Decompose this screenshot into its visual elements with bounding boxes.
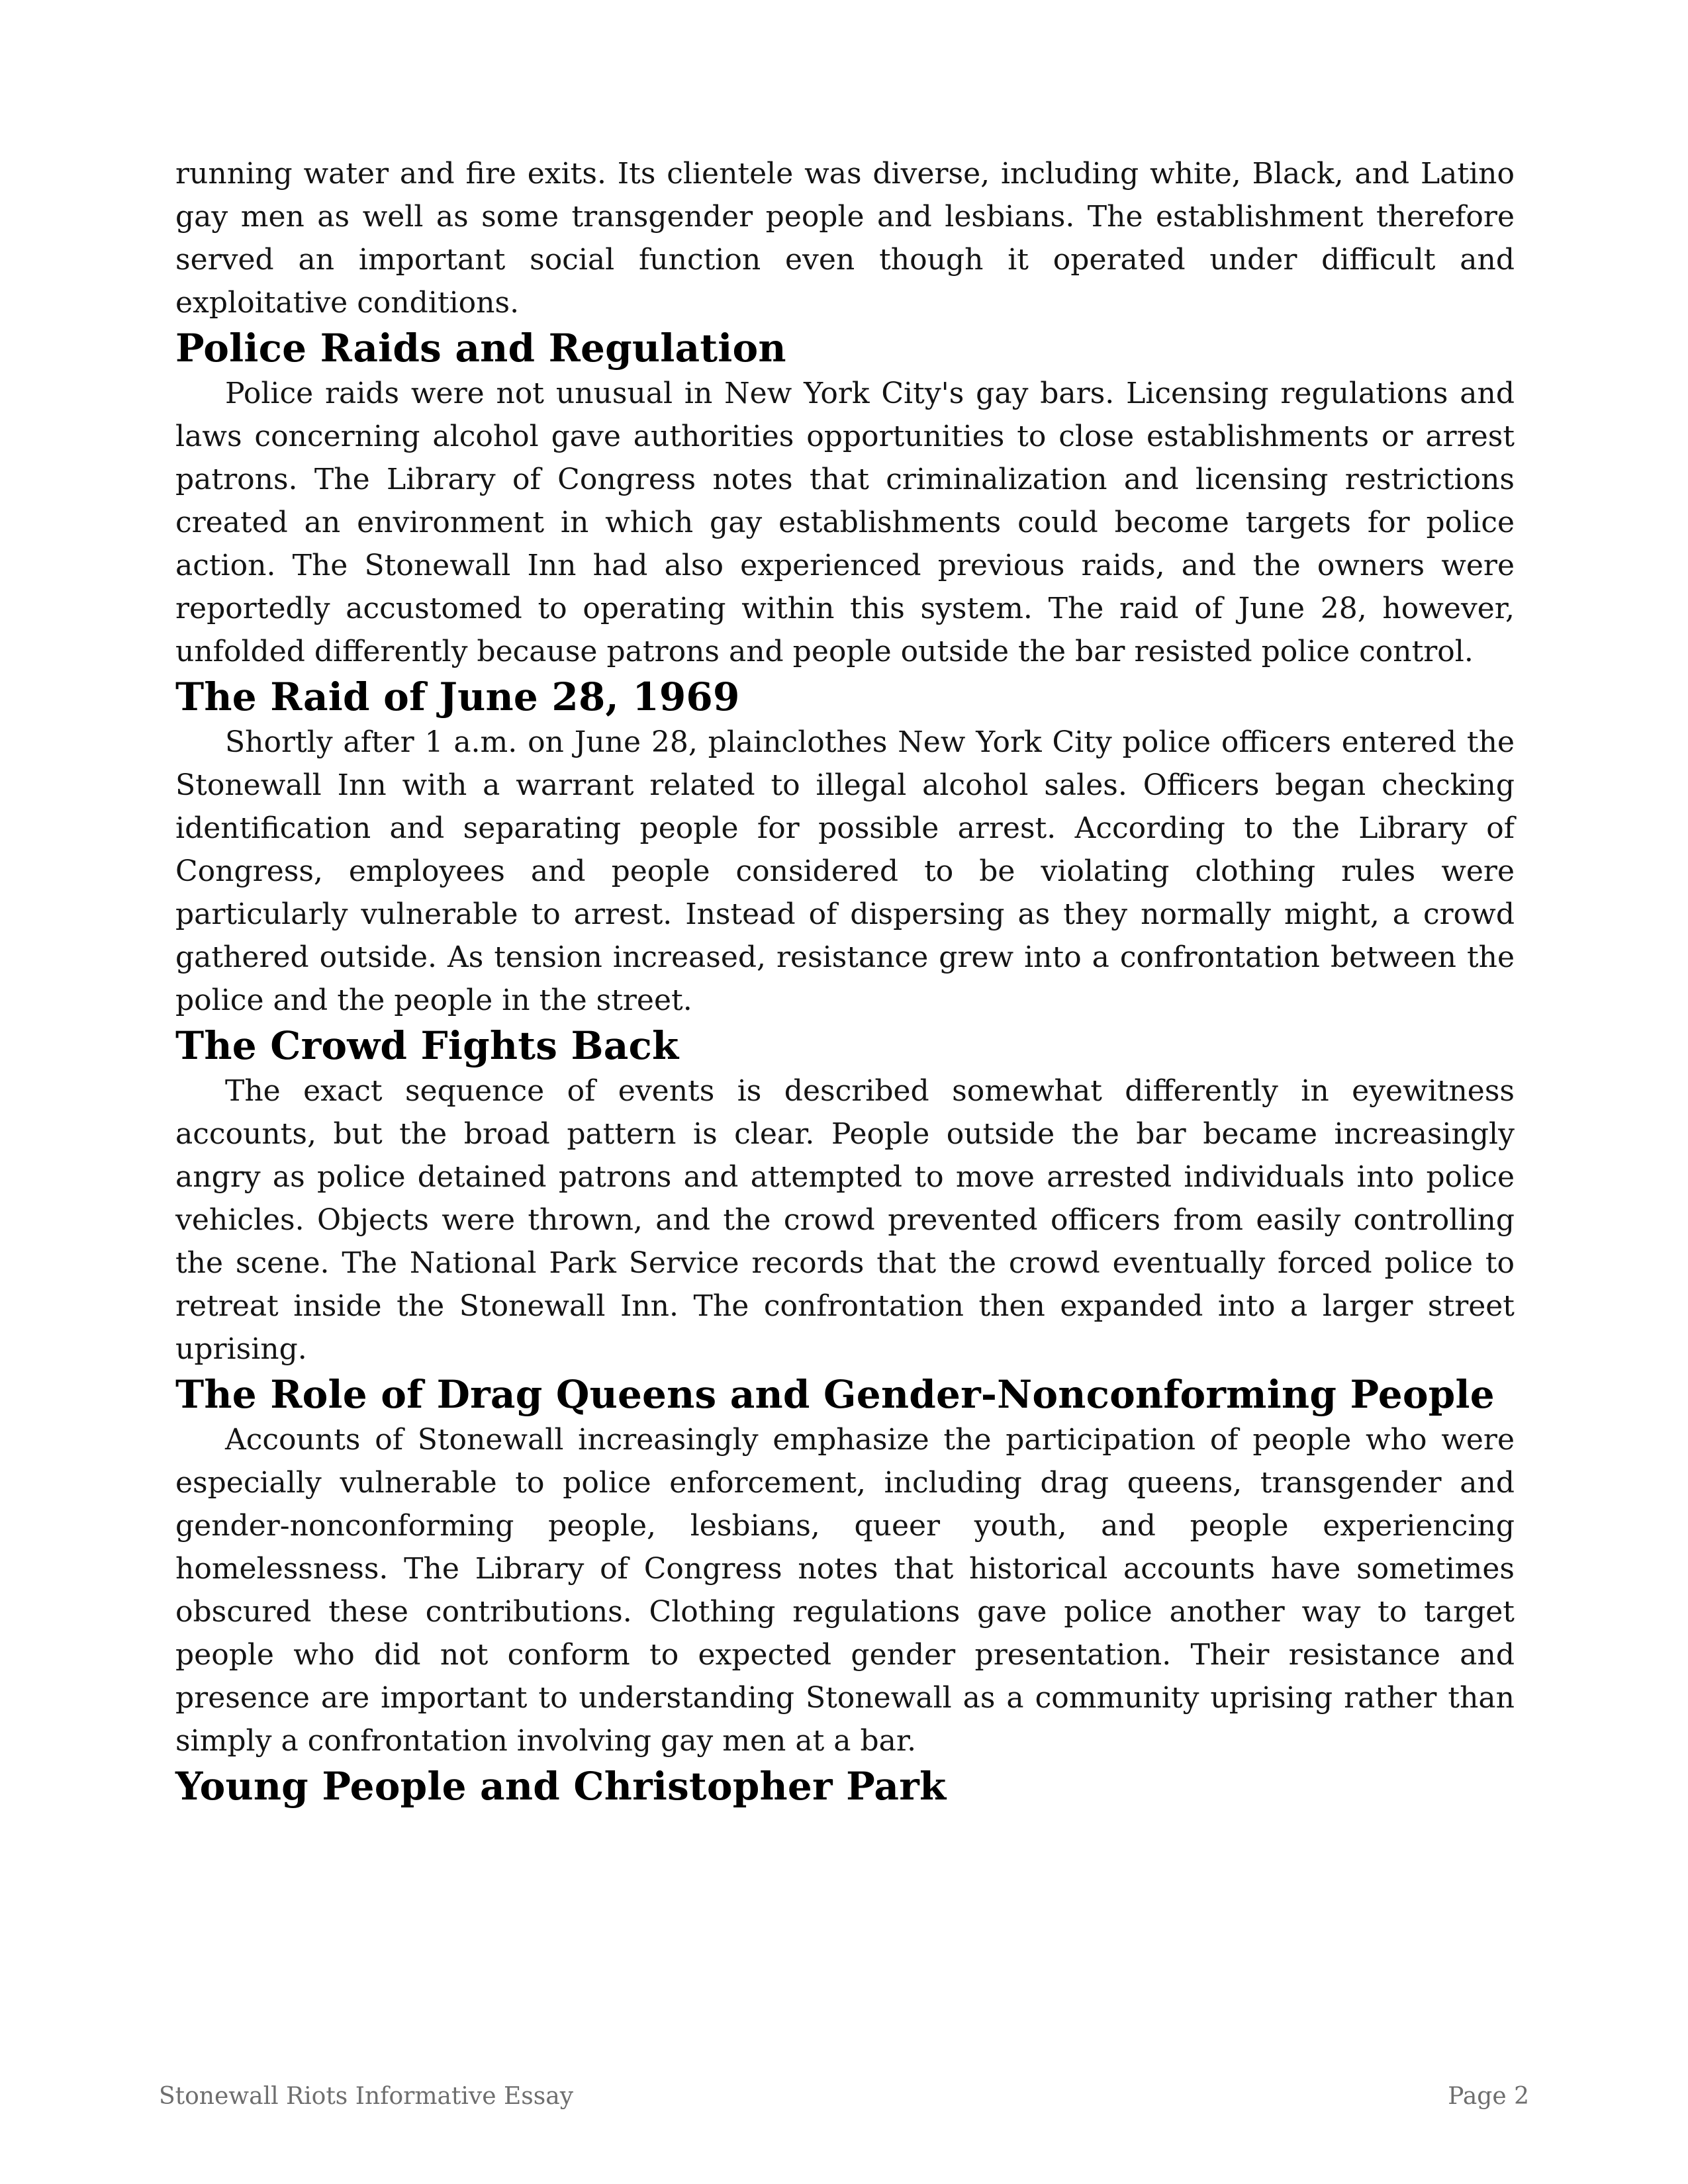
paragraph-police-raids: Police raids were not unusual in New York City's gay bars. Licensing regulations and laws concerning alcohol gave authorities opportunities to close establishments or arrest patrons. The Library of Congress notes that criminalization and licensing restrictions created an environment in which gay establishments could become targets for police action. The Stonewall Inn had also experienced previous raids, and the owners were reportedly accustomed to operating within this system. The raid of June 28, however, unfolded differently because patrons and people outside the bar resisted police control.	[175, 377, 1515, 668]
paragraph-raid-june-28: Shortly after 1 a.m. on June 28, plainclothes New York City police officers entered the Stonewall Inn with a warrant related to illegal alcohol sales. Officers began checking identification and separating people for possible arrest. According to the Library of Congress, employees and people considered to be violating clothing rules were particularly vulnerable to arrest. Instead of dispersing as they normally might, a crowd gathered outside. As tension increased, resistance grew into a confrontation between the police and the people in the street.	[175, 725, 1515, 1017]
heading-crowd-fights-back: The Crowd Fights Back	[175, 1023, 679, 1068]
document-body	[175, 152, 1515, 1810]
intro-paragraph: running water and fire exits. Its clientele was diverse, including white, Black, and Latino gay men as well as some transgender people and lesbians. The establishment therefore served an important social function even though it operated under difficult and exploitative conditions.	[175, 157, 1515, 320]
heading-raid-june-28: The Raid of June 28, 1969	[175, 674, 740, 719]
paragraph-crowd-fights-back: The exact sequence of events is described somewhat differently in eyewitness accounts, but the broad pattern is clear. People outside the bar became increasingly angry as police detained patrons and attempted to move arrested individuals into police vehicles. Objects were thrown, and the crowd prevented officers from easily controlling the scene. The National Park Service records that the crowd eventually forced police to retreat inside the Stonewall Inn. The confrontation then expanded into a larger street uprising.	[175, 1074, 1515, 1366]
heading-drag-queens: The Role of Drag Queens and Gender-Nonconforming People	[175, 1372, 1495, 1417]
heading-police-raids: Police Raids and Regulation	[175, 326, 786, 371]
footer-page-number: Page 2	[1448, 2083, 1529, 2110]
footer-document-title: Stonewall Riots Informative Essay	[159, 2083, 574, 2110]
heading-young-people: Young People and Christopher Park	[175, 1764, 947, 1809]
paragraph-drag-queens: Accounts of Stonewall increasingly emphasize the participation of people who were especially vulnerable to police enforcement, including drag queens, transgender and gender-nonconforming people, lesbians, queer youth, and people experiencing homelessness. The Library of Congress notes that historical accounts have sometimes obscured these contributions. Clothing regulations gave police another way to target people who did not conform to expected gender presentation. Their resistance and presence are important to understanding Stonewall as a community uprising rather than simply a confrontation involving gay men at a bar.	[175, 1423, 1515, 1758]
